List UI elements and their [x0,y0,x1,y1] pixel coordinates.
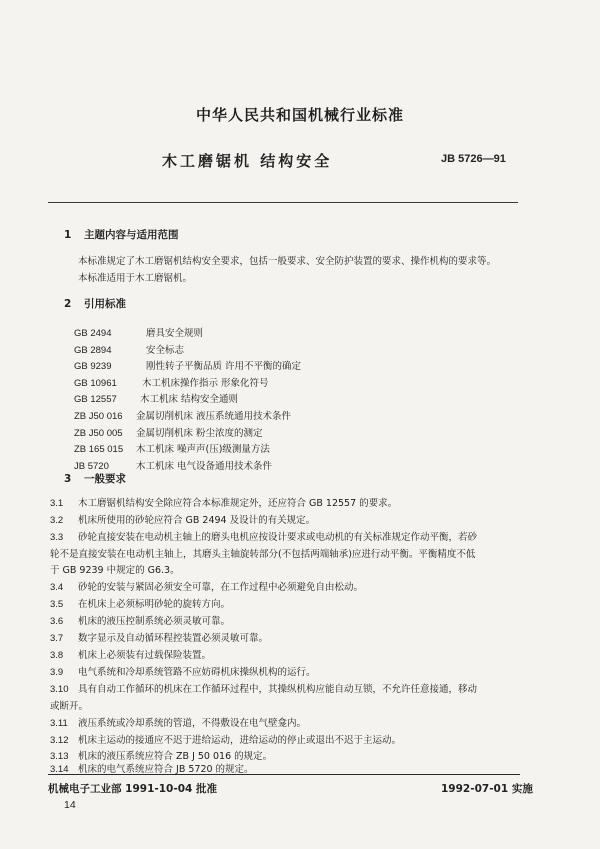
reference-title: 金属切削机床 液压系统通用技术条件 [136,410,292,422]
reference-item [74,437,301,454]
reference-list [74,321,301,470]
clause-number: 3.1 [50,498,64,509]
section-1-heading [64,227,179,242]
reference-item [74,371,301,388]
reference-item [74,454,301,471]
reference-title: 木工机床 噪声声(压)级测量方法 [136,444,270,456]
standard-number: JB 5726—91 [441,153,506,165]
clause [50,630,520,644]
clause-text: 机床的液压控制系统必须灵敏可靠。 [78,616,231,627]
section-title: 一般要求 [84,473,126,485]
clause-number: 3.7 [50,633,64,644]
clause-continuation [50,546,520,560]
clause-text: 数字显示及自动循环程控装置必须灵敏可靠。 [78,633,269,644]
section-1-paragraph-line: 本标准适用于木工磨锯机。 [78,273,193,284]
clause-text: 具有自动工作循环的机床在工作循环过程中，其操纵机构应能自动互锁，不允许任意接通，移动 [78,684,478,695]
clause-text: 机床主运动的接通应不迟于进给运动，进给运动的停止或退出不迟于主运动。 [78,735,402,746]
clause-text: 电气系统和冷却系统管路不应妨碍机床操纵机构的运行。 [78,667,316,678]
reference-title: 磨具安全规则 [146,328,204,339]
clause-text: 砂轮的安装与紧固必须安全可靠，在工作过程中必须避免自由松动。 [78,582,364,593]
reference-item [74,338,301,355]
reference-code: ZB J50 005 [74,427,123,439]
reference-item [74,387,301,404]
clause-text: 或断开。 [50,701,89,712]
clause-number: 3.10 [50,684,69,695]
clause [50,748,520,762]
clause [50,732,520,746]
clause [50,715,520,729]
header-divider [48,202,518,203]
reference-code: GB 2894 [74,344,112,356]
clause-text: 轮不是直接安装在电动机主轴上，其磨头主轴旋转部分(不包括两端轴承)应进行动平衡。平衡精度不低 [50,549,476,560]
clause-text: 机床所使用的砂轮应符合 GB 2494 及设计的有关规定。 [78,515,316,526]
clause-number: 3.14 [50,764,69,775]
clause-text: 砂轮直接安装在电动机主轴上的磨头电机应按设计要求或电动机的有关标准规定作动平衡，若砂 [78,532,478,543]
issuing-organization: 中华人民共和国机械行业标准 [195,106,404,124]
clause-text: 液压系统或冷却系统的管道，不得敷设在电气壁龛内。 [78,718,307,729]
clause-continuation [50,562,520,576]
clause-text: 于 GB 9239 中规定的 G6.3。 [50,565,180,576]
page-number: 14 [64,799,76,811]
clause [50,647,520,661]
clause-text: 在机床上必须标明砂轮的旋转方向。 [78,599,231,610]
section-number: 2 [64,298,72,310]
reference-code: ZB J50 016 [74,410,123,422]
clause-number: 3.5 [50,599,64,610]
clause-text: 机床上必须装有过载保险装置。 [78,650,212,661]
clause [50,495,520,509]
clause-number: 3.2 [50,515,64,526]
reference-title: 安全标志 [146,344,185,356]
reference-item [74,354,301,371]
clause-number: 3.8 [50,650,64,661]
clause [50,596,520,610]
clause-number: 3.11 [50,718,68,729]
clause-number: 3.9 [50,667,64,678]
clause-number: 3.6 [50,616,64,627]
reference-title: 木工机床 电气设备通用技术条件 [136,460,273,472]
clause [50,761,520,775]
reference-code: ZB 165 015 [74,444,124,456]
clause-text: 木工磨锯机结构安全除应符合本标准规定外，还应符合 GB 12557 的要求。 [78,498,398,509]
clause-continuation [50,698,520,712]
reference-title: 木工机床 结构安全通则 [140,394,239,406]
reference-item [74,321,301,338]
clause-number: 3.4 [50,582,64,593]
section-3-heading [64,471,126,486]
reference-code: JB 5720 [74,460,109,472]
reference-code: GB 9239 [74,361,112,373]
reference-title: 金属切削机床 粉尘浓度的测定 [136,427,263,439]
standard-title: 木工磨锯机 结构安全 [162,152,333,170]
section-title: 主题内容与适用范围 [84,229,179,241]
section-number: 3 [64,473,72,485]
clause-number: 3.3 [50,532,64,543]
implementation-date: 1992-07-01 实施 [441,783,533,795]
clause [50,681,520,695]
section-2-heading [64,296,126,311]
approval-note: 机械电子工业部 1991-10-04 批准 [48,783,217,795]
clause [50,664,520,678]
section-number: 1 [64,229,72,241]
reference-title: 刚性转子平衡品质 许用不平衡的确定 [146,361,302,373]
section-title: 引用标准 [84,298,126,310]
clause-text: 机床的液压系统应符合 ZB J 50 016 的规定。 [78,751,273,762]
clause [50,613,520,627]
clause-text: 机床的电气系统应符合 JB 5720 的规定。 [78,764,254,775]
reference-code: GB 12557 [74,394,117,406]
clause [50,579,520,593]
section-1-paragraph-line: 本标准规定了木工磨锯机结构安全要求，包括一般要求、安全防护装置的要求、操作机构的要求等。 [78,256,497,267]
clause-number: 3.12 [50,735,69,746]
reference-item [74,404,301,421]
reference-item [74,421,301,438]
clause [50,529,520,543]
reference-title: 木工机床操作指示 形象化符号 [142,377,269,389]
clause-number: 3.13 [50,751,69,762]
reference-code: GB 10961 [74,377,117,389]
clause [50,512,520,526]
reference-code: GB 2494 [74,328,112,339]
